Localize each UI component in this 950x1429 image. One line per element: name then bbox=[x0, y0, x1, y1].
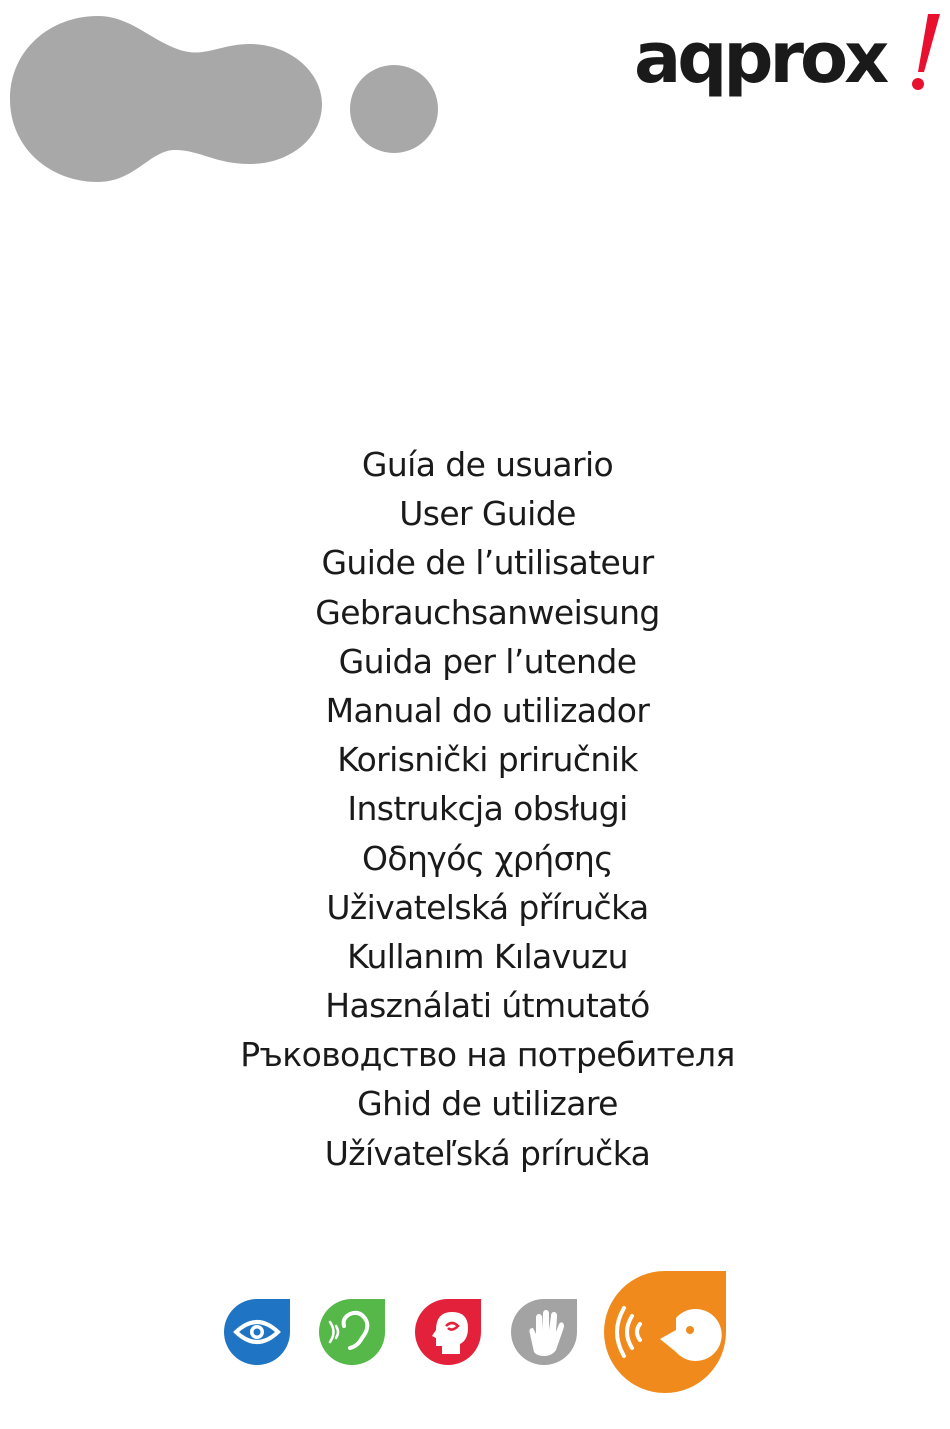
brand-logo bbox=[630, 8, 950, 108]
title-it: Guida per l’utende bbox=[338, 641, 637, 681]
title-el: Οδηγός χρήσης bbox=[362, 838, 613, 878]
eye-icon bbox=[224, 1299, 290, 1365]
title-cs: Uživatelská příručka bbox=[326, 887, 649, 927]
ear-icon bbox=[319, 1299, 385, 1365]
logo-exclamation-mark bbox=[906, 12, 946, 92]
title-pl: Instrukcja obsługi bbox=[347, 789, 628, 829]
logo-wordmark: aqprox bbox=[634, 17, 886, 99]
title-en: User Guide bbox=[399, 494, 576, 534]
title-hr: Korisnički priručnik bbox=[337, 740, 638, 780]
title-de: Gebrauchsanweisung bbox=[315, 592, 660, 632]
title-fr: Guide de l’utilisateur bbox=[321, 543, 654, 583]
hand-icon bbox=[511, 1299, 577, 1365]
decorative-blobs bbox=[0, 0, 460, 200]
speaker-face-icon bbox=[604, 1271, 726, 1393]
title-pt: Manual do utilizador bbox=[325, 690, 650, 730]
small-blob bbox=[350, 65, 438, 153]
title-es: Guía de usuario bbox=[361, 445, 614, 484]
title-hu: Használati útmutató bbox=[325, 986, 650, 1026]
sense-icons bbox=[0, 1260, 950, 1410]
title-sk: Užívateľská príručka bbox=[324, 1133, 651, 1173]
head-icon bbox=[415, 1299, 481, 1365]
title-bg: Ръководство на потребителя bbox=[240, 1035, 735, 1075]
user-guide-titles bbox=[0, 440, 950, 1178]
title-tr: Kullanım Kılavuzu bbox=[347, 936, 628, 976]
title-ro: Ghid de utilizare bbox=[357, 1084, 618, 1124]
large-blob bbox=[10, 16, 322, 182]
